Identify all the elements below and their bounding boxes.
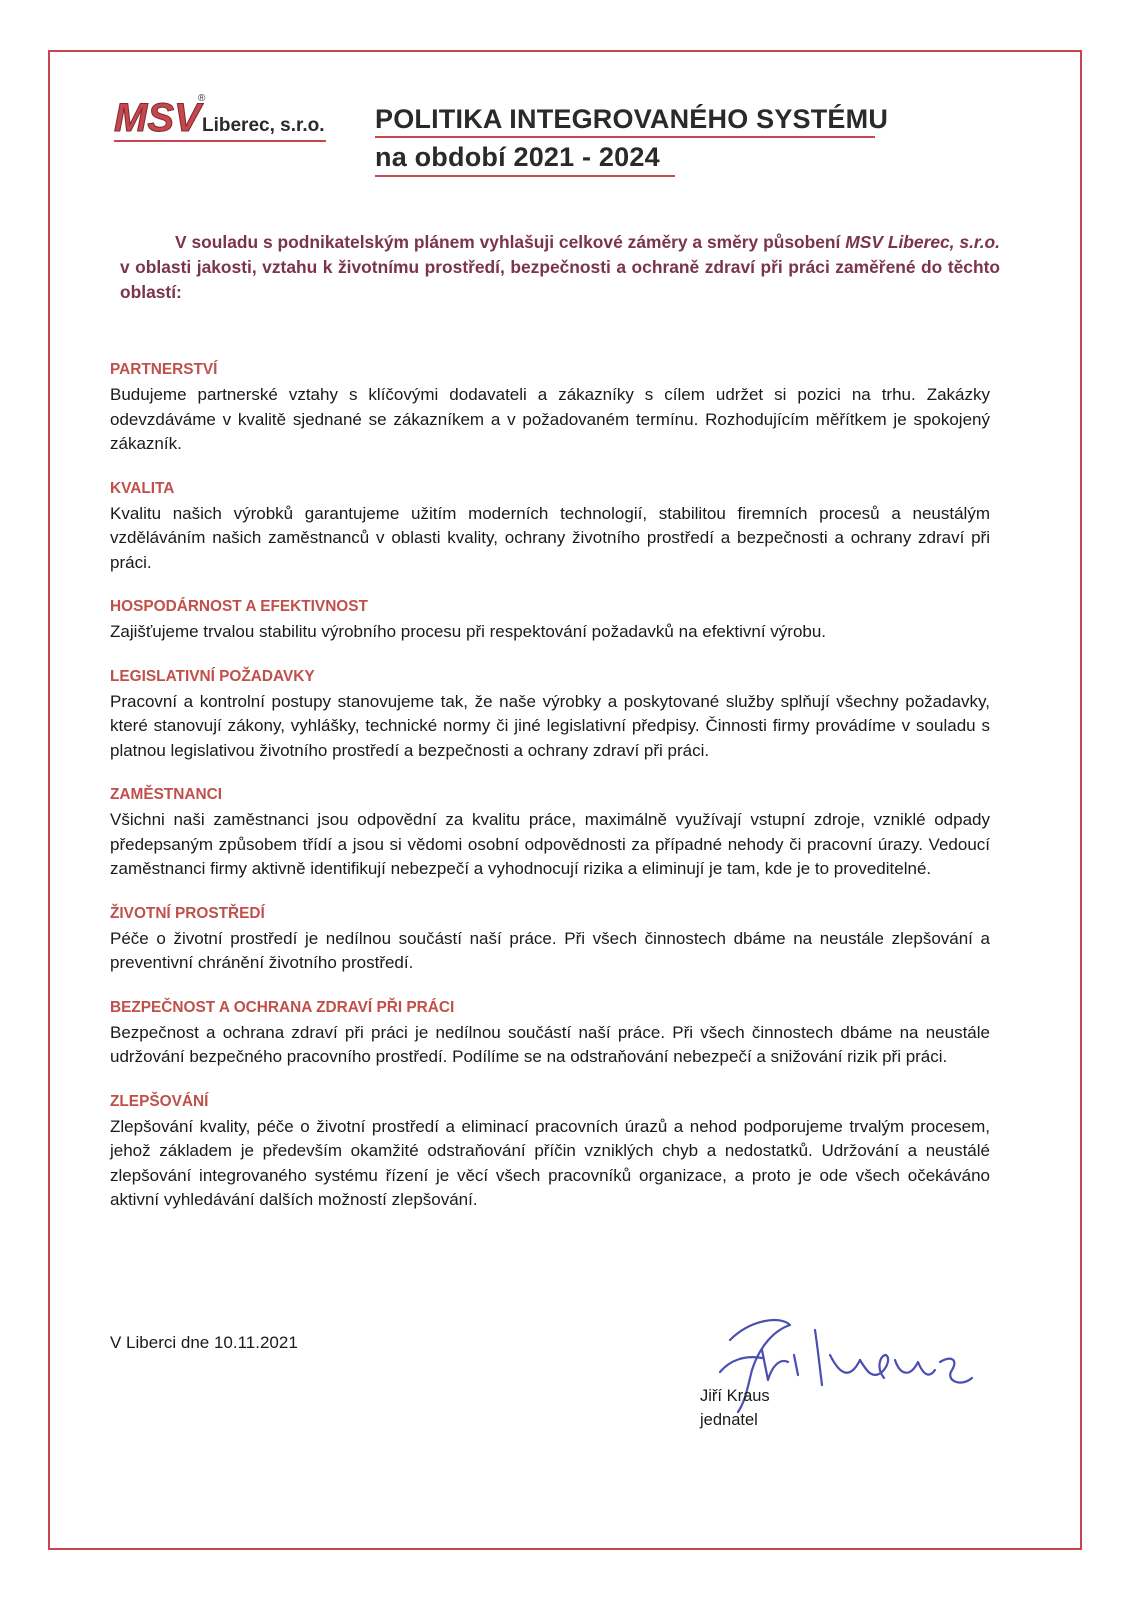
section-heading: ZAMĚSTNANCI bbox=[110, 786, 223, 803]
section-zlepsovani bbox=[110, 1091, 990, 1213]
section-heading: HOSPODÁRNOST A EFEKTIVNOST bbox=[110, 598, 368, 615]
section-text: Budujeme partnerské vztahy s klíčovými dodavateli a zákazníky s cílem udržet si pozici na trhu. Zakázky odevzdáváme v kvalitě sjednané se zákazníkem a v požadovaném termínu. Rozhodujícím měřítkem je spokojený zákazník. bbox=[110, 385, 990, 453]
title-underline-1 bbox=[375, 136, 875, 138]
section-text: Všichni naši zaměstnanci jsou odpovědní za kvalitu práce, maximálně využívají vstupní zdroje, vzniklé odpady předepsaným způsobem třídí a jsou si vědomi osobní odpovědnosti za případné nehody či pracovní úrazy. Vedoucí zaměstnanci firmy aktivně identifikují nebezpečí a vyhodnocují rizika a eliminují je tam, kde je to proveditelné. bbox=[110, 810, 990, 878]
section-heading: LEGISLATIVNÍ POŽADAVKY bbox=[110, 667, 315, 685]
section-text: Kvalitu našich výrobků garantujeme užitím moderních technologií, stabilitou firemních procesů a neustálým vzděláváním našich zaměstnanců v oblasti kvality, ochrany životního prostředí a bezpečnosti a ochrany zdraví při práci. bbox=[110, 503, 990, 572]
intro-part-1: V souladu s podnikatelským plánem vyhlašuji celkové záměry a směry působení bbox=[175, 232, 846, 252]
policy-sections bbox=[110, 359, 990, 1234]
date-line: V Liberci dne 10.11.2021 bbox=[110, 1333, 298, 1352]
document-title bbox=[375, 100, 888, 176]
title-line-1: POLITIKA INTEGROVANÉHO SYSTÉMU bbox=[375, 104, 889, 134]
section-zamestnanci bbox=[110, 784, 990, 882]
signatory-name: Jiří Kraus bbox=[700, 1387, 770, 1405]
section-zivotni-prostredi bbox=[110, 903, 990, 976]
intro-paragraph bbox=[120, 230, 1000, 305]
logo-mark: MSV bbox=[114, 96, 201, 139]
section-partnerstvi bbox=[110, 359, 990, 457]
section-text: Pracovní a kontrolní postupy stanovujeme tak, že naše výrobky a poskytované služby splňují všechny požadavky, které stanovují zákony, vyhlášky, technické normy či jiné legislativní předpisy. Činnosti firmy provádíme v souladu s platnou legislativou životního prostředí a bezpečnosti a ochrany zdraví při práci. bbox=[110, 691, 990, 760]
section-hospodarnost bbox=[110, 596, 990, 645]
section-heading: ZLEPŠOVÁNÍ bbox=[110, 1092, 209, 1110]
title-line-2: na období 2021 - 2024 bbox=[375, 142, 660, 172]
section-bozp bbox=[110, 997, 990, 1070]
intro-company: MSV Liberec, s.r.o. bbox=[845, 232, 1000, 252]
section-heading: PARTNERSTVÍ bbox=[110, 361, 218, 378]
section-text: Bezpečnost a ochrana zdraví při práci je nedílnou součástí naší práce. Při všech činnostech dbáme na neustále udržování bezpečného pracovního prostředí. Podílíme se na odstraňování nebezpečí a snižování rizik při práci. bbox=[110, 1022, 990, 1066]
signatory-role: jednatel bbox=[700, 1411, 758, 1429]
section-text: Zlepšování kvality, péče o životní prostředí a eliminací pracovních úrazů a nehod podporujeme trvalým procesem, jehož základem je především okamžité odstraňování příčin vzniklých chyb a nedostatků. Udržování a neustálé zlepšování integrovaného systému řízení je věcí všech pracovníků organizace, a proto je ode všech očekáváno aktivní vyhledávání dalších možností zlepšování. bbox=[110, 1116, 990, 1209]
section-heading: ŽIVOTNÍ PROSTŘEDÍ bbox=[110, 904, 265, 922]
logo-sub: Liberec, s.r.o. bbox=[202, 115, 325, 136]
section-heading: KVALITA bbox=[110, 479, 175, 497]
section-text: Péče o životní prostředí je nedílnou součástí naší práce. Při všech činnostech dbáme na neustále zlepšování a preventivní chránění životního prostředí. bbox=[110, 928, 990, 972]
intro-part-2: v oblasti jakosti, vztahu k životnímu prostředí, bezpečnosti a ochraně zdraví při práci zaměřené do těchto oblastí: bbox=[120, 257, 1000, 302]
title-underline-2 bbox=[375, 175, 675, 177]
section-text: Zajišťujeme trvalou stabilitu výrobního procesu při respektování požadavků na efektivní výrobu. bbox=[110, 622, 827, 641]
section-kvalita bbox=[110, 478, 990, 576]
section-legislativni-pozadavky bbox=[110, 666, 990, 764]
logo-underline bbox=[114, 140, 326, 142]
company-logo bbox=[114, 93, 328, 139]
logo-registered: ® bbox=[198, 93, 206, 104]
section-heading: BEZPEČNOST A OCHRANA ZDRAVÍ PŘI PRÁCI bbox=[110, 998, 455, 1016]
